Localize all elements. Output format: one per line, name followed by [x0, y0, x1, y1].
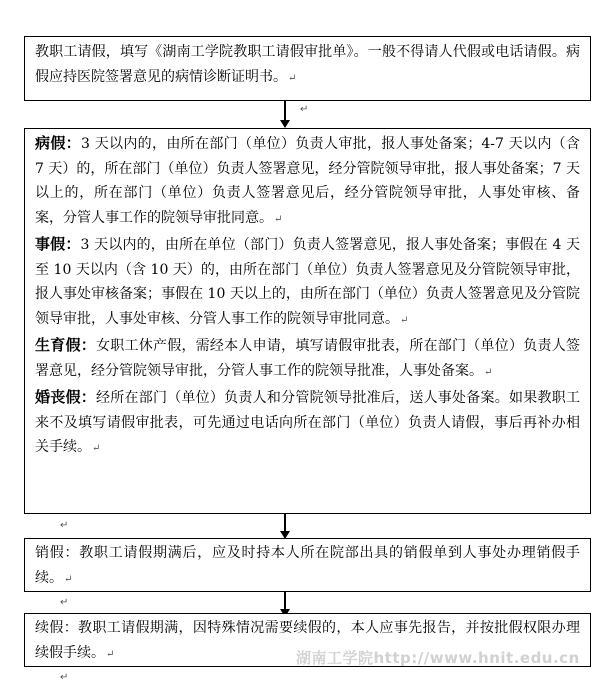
sick-leave-label: 病假：: [35, 134, 81, 152]
extend-leave-text: 续假：教职工请假期满，因特殊情况需要续假的，本人应事先报告，并按批假权限办理续假手续。: [35, 620, 580, 661]
stray-paragraph-mark: ↵: [60, 520, 69, 531]
personal-leave-rule: [35, 232, 580, 333]
stray-paragraph-mark: ↵: [60, 597, 69, 608]
paragraph-mark: ↵: [64, 573, 73, 585]
flow-arrow-1-head: [280, 120, 290, 128]
personal-leave-label: 事假：: [35, 235, 81, 253]
maternity-leave-label: 生育假：: [35, 336, 96, 354]
maternity-leave-rule: [35, 333, 580, 385]
paragraph-mark: ↵: [484, 366, 493, 378]
paragraph-mark: ↵: [274, 213, 283, 225]
flow-step-request: [24, 36, 591, 101]
flow-arrow-1: [284, 101, 286, 122]
wedding-funeral-leave-rule: [35, 385, 580, 462]
stray-paragraph-mark: ↵: [60, 672, 69, 683]
paragraph-mark: ↵: [288, 72, 297, 84]
paragraph-mark: ↵: [92, 443, 101, 454]
paragraph-mark: ↵: [106, 648, 115, 660]
site-watermark: 湖南工学院http://www.hnit.edu.cn: [296, 649, 580, 667]
maternity-leave-text: 女职工休产假，需经本人申请，填写请假审批表，所在部门（单位）负责人签署意见，经分管院领导审批，分管人事工作的院领导批准，人事处备案。: [35, 338, 580, 379]
personal-leave-text: 3 天以内的，由所在单位（部门）负责人签署意见，报人事处备案；事假在 4 天至 10 天以内（含 10 天）的，由所在部门（单位）负责人签署意见及分管院领导审批，报人事处审核备案；事假在 10 天以上的，由所在部门（单位）负责人签署意见及分管院领导审批，人事处审核、分管人事工作的院领导审批同意。: [35, 237, 580, 327]
flow-step-cancel-leave: [24, 538, 591, 592]
paragraph-mark: ↵: [400, 314, 409, 326]
cancel-leave-text: 销假：教职工请假期满后，应及时持本人所在院部出具的销假单到人事处办理销假手续。: [35, 545, 580, 586]
sick-leave-text: 3 天以内的，由所在部门（单位）负责人审批，报人事处备案；4-7 天以内（含 7 天）的，所在部门（单位）负责人签署意见，经分管院领导审批，报人事处备案；7 天以上的，所在部门（单位）负责人签署意见后，经分管院领导审批，人事处审核、备案，分管人事工作的院领导审批同意。: [35, 136, 580, 226]
wedding-funeral-leave-text: 经所在部门（单位）负责人和分管院领导批准后，送人事处备案。如果教职工来不及填写请假审批表，可先通过电话向所在部门（单位）负责人请假，事后再补办相关手续。: [35, 390, 580, 455]
request-text: 教职工请假，填写《湖南工学院教职工请假审批单》。一般不得请人代假或电话请假。病假应持医院签署意见的病情诊断证明书。: [35, 44, 580, 85]
wedding-funeral-leave-label: 婚丧假：: [35, 388, 96, 406]
stray-paragraph-mark: ↵: [300, 104, 309, 115]
flow-step-approval: [24, 128, 591, 514]
sick-leave-rule: [35, 131, 580, 232]
